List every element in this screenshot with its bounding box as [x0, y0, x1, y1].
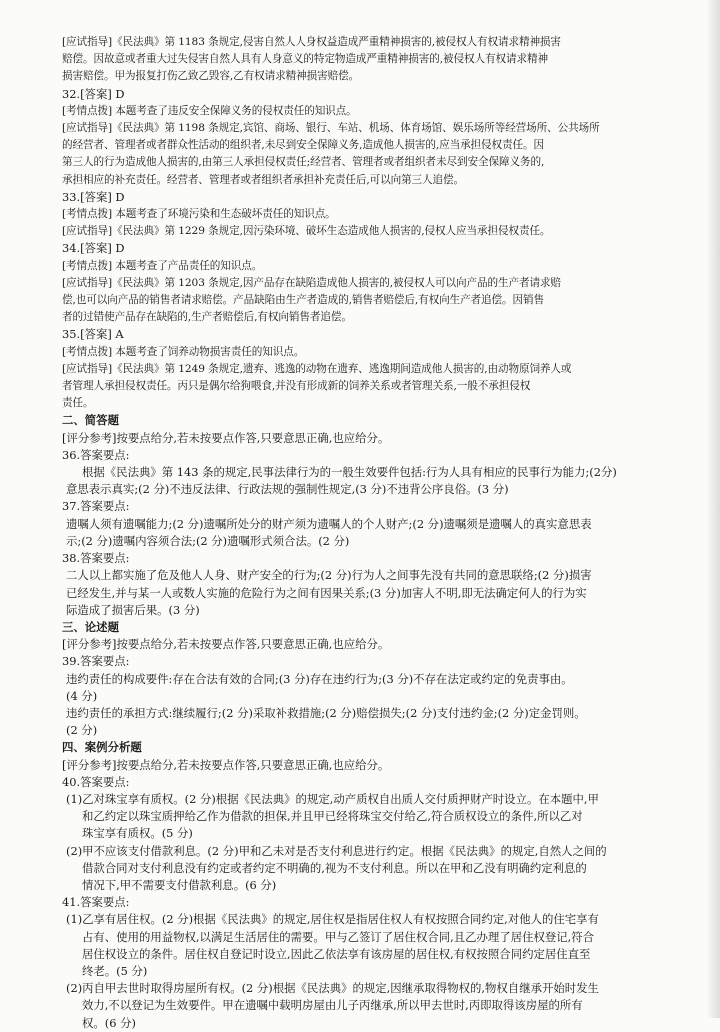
text-line: 39.答案要点:: [62, 654, 130, 669]
text-line: 示;(2 分)遗嘱内容须合法;(2 分)遗嘱形式须合法。(2 分): [66, 533, 350, 548]
text-line: (1)乙对珠宝享有质权。(2 分)根据《民法典》的规定,动产质权自出质人交付质押财产时设立。在本题中,甲: [66, 791, 599, 806]
text-line: 承担相应的补充责任。经营者、管理者或者组织者承担补充责任后,可以向第三人追偿。: [62, 173, 465, 186]
text-line: 32.[答案] D: [62, 86, 125, 101]
text-line: (1)乙享有居住权。(2 分)根据《民法典》的规定,居住权是指居住权人有权按照合同约定,对他人的住宅享有: [66, 912, 599, 927]
text-line: 四、案例分析题: [62, 740, 142, 755]
text-line: 41.答案要点:: [62, 895, 130, 910]
text-line: (2 分): [66, 723, 98, 738]
text-line: 损害赔偿。甲为报复打伤乙致乙毁容,乙有权请求精神损害赔偿。: [62, 70, 360, 83]
text-line: 违约责任的承担方式:继续履行;(2 分)采取补救措施;(2 分)赔偿损失;(2 分)支付违约金;(2 分)定金罚则。: [66, 705, 586, 720]
text-line: [应试指导]《民法典》第 1249 条规定,遗弃、逃逸的动物在遗弃、逃逸期间造成他人损害的,由动物原饲养人或: [62, 362, 572, 375]
text-line: [应试指导]《民法典》第 1183 条规定,侵害自然人人身权益造成严重精神损害的,被侵权人有权请求精神损害: [62, 36, 561, 48]
text-line: 38.答案要点:: [62, 551, 130, 566]
text-line: 意思表示真实;(2 分)不违反法律、行政法规的强制性规定,(3 分)不违背公序良俗。(3 分): [66, 482, 509, 497]
text-line: 借款合同对支付利息没有约定或者约定不明确的,视为不支付利息。所以在甲和乙没有明确约定利息的: [82, 860, 587, 875]
text-line: 责任。: [62, 397, 94, 410]
text-line: 赔偿。因故意或者重大过失侵害自然人具有人身意义的特定物造成严重精神损害的,被侵权人有权请求精神: [62, 53, 548, 66]
text-line: [评分参考]按要点给分,若未按要点作答,只要意思正确,也应给分。: [62, 757, 390, 772]
text-line: 者的过错使产品存在缺陷的,生产者赔偿后,有权向销售者追偿。: [62, 311, 352, 324]
text-line: 已经发生,并与某一人或数人实施的危险行为之间有因果关系;(3 分)加害人不明,即无法确定何人的行为实: [66, 585, 587, 600]
text-line: [应试指导]《民法典》第 1229 条规定,因污染环境、破坏生态造成他人损害的,侵权人应当承担侵权责任。: [62, 225, 551, 238]
text-line: 权。(6 分): [82, 1015, 136, 1030]
answer-content: [62, 34, 676, 1032]
text-line: 的经营者、管理者或者群众性活动的组织者,未尽到安全保障义务,造成他人损害的,应当承担侵权责任。因: [62, 139, 545, 152]
text-line: [应试指导]《民法典》第 1198 条规定,宾馆、商场、银行、车站、机场、体育场馆、娱乐场所等经营场所、公共场所: [62, 122, 600, 135]
text-line: 终老。(5 分): [82, 963, 148, 978]
scan-edge-shadow: [706, 0, 720, 1018]
text-line: 占有、使用的用益物权,以满足生活居住的需要。甲与乙签订了居住权合同,且乙办理了居住权登记,符合: [82, 929, 595, 944]
text-line: 三、论述题: [62, 619, 119, 634]
text-line: 二、简答题: [62, 413, 119, 428]
text-line: 35.[答案] A: [62, 327, 124, 342]
text-line: 居住权设立的条件。居住权自登记时设立,因此乙依法享有该房屋的居住权,有权按照合同约定居住直至: [82, 946, 591, 961]
text-line: 根据《民法典》第 143 条的规定,民事法律行为的一般生效要件包括:行为人具有相应的民事行为能力;(2分): [82, 465, 617, 480]
text-line: 珠宝享有质权。(5 分): [82, 826, 193, 841]
text-line: 遗嘱人须有遗嘱能力;(2 分)遗嘱所处分的财产须为遗嘱人的个人财产;(2 分)遗嘱须是遗嘱人的真实意思表: [66, 516, 592, 531]
text-line: 者管理人承担侵权责任。丙只是偶尔给狗喂食,并没有形成新的饲养关系或者管理关系,一般不承担侵权: [62, 380, 531, 393]
text-line: [考情点拨] 本题考查了环境污染和生态破坏责任的知识点。: [62, 208, 336, 221]
text-line: 34.[答案] D: [62, 241, 125, 256]
text-line: 效力,不以登记为生效要件。甲在遗嘱中载明房屋由儿子丙继承,所以甲去世时,丙即取得该房屋的所有: [82, 998, 583, 1013]
text-line: 二人以上都实施了危及他人人身、财产安全的行为;(2 分)行为人之间事先没有共同的意思联络;(2 分)损害: [66, 568, 592, 583]
text-line: [考情点拨] 本题考查了违反安全保障义务的侵权责任的知识点。: [62, 104, 357, 117]
text-line: [应试指导]《民法典》第 1203 条规定,因产品存在缺陷造成他人损害的,被侵权人可以向产品的生产者请求赔: [62, 276, 561, 289]
text-line: [评分参考]按要点给分,若未按要点作答,只要意思正确,也应给分。: [62, 637, 390, 652]
text-line: 偿,也可以向产品的销售者请求赔偿。产品缺陷由生产者造成的,销售者赔偿后,有权向生产者追偿。因销售: [62, 294, 545, 307]
text-line: (4 分): [66, 688, 98, 703]
text-line: 际造成了损害后果。(3 分): [66, 602, 200, 617]
text-line: 情况下,甲不需要支付借款利息。(6 分): [82, 877, 277, 892]
text-line: 第三人的行为造成他人损害的,由第三人承担侵权责任;经营者、管理者或者组织者未尽到安全保障义务的,: [62, 156, 545, 169]
text-line: 40.答案要点:: [62, 774, 130, 789]
text-line: 和乙约定以珠宝质押给乙作为借款的担保,并且甲已经将珠宝交付给乙,符合质权设立的条件,所以乙对: [82, 809, 583, 824]
text-line: (2)甲不应该支付借款利息。(2 分)甲和乙未对是否支付利息进行约定。根据《民法典》的规定,自然人之间的: [66, 843, 607, 858]
text-line: 36.答案要点:: [62, 447, 130, 462]
text-line: (2)丙自甲去世时取得房屋所有权。(2 分)根据《民法典》的规定,因继承取得物权的,物权自继承开始时发生: [66, 981, 599, 996]
text-line: [考情点拨] 本题考查了饲养动物损害责任的知识点。: [62, 345, 305, 358]
text-line: 37.答案要点:: [62, 499, 130, 514]
text-line: [评分参考]按要点给分,若未按要点作答,只要意思正确,也应给分。: [62, 430, 390, 445]
text-line: 33.[答案] D: [62, 189, 125, 204]
text-line: 违约责任的构成要件:存在合法有效的合同;(3 分)存在违约行为;(3 分)不存在法定或约定的免责事由。: [66, 671, 573, 686]
text-line: [考情点拨] 本题考查了产品责任的知识点。: [62, 259, 263, 272]
